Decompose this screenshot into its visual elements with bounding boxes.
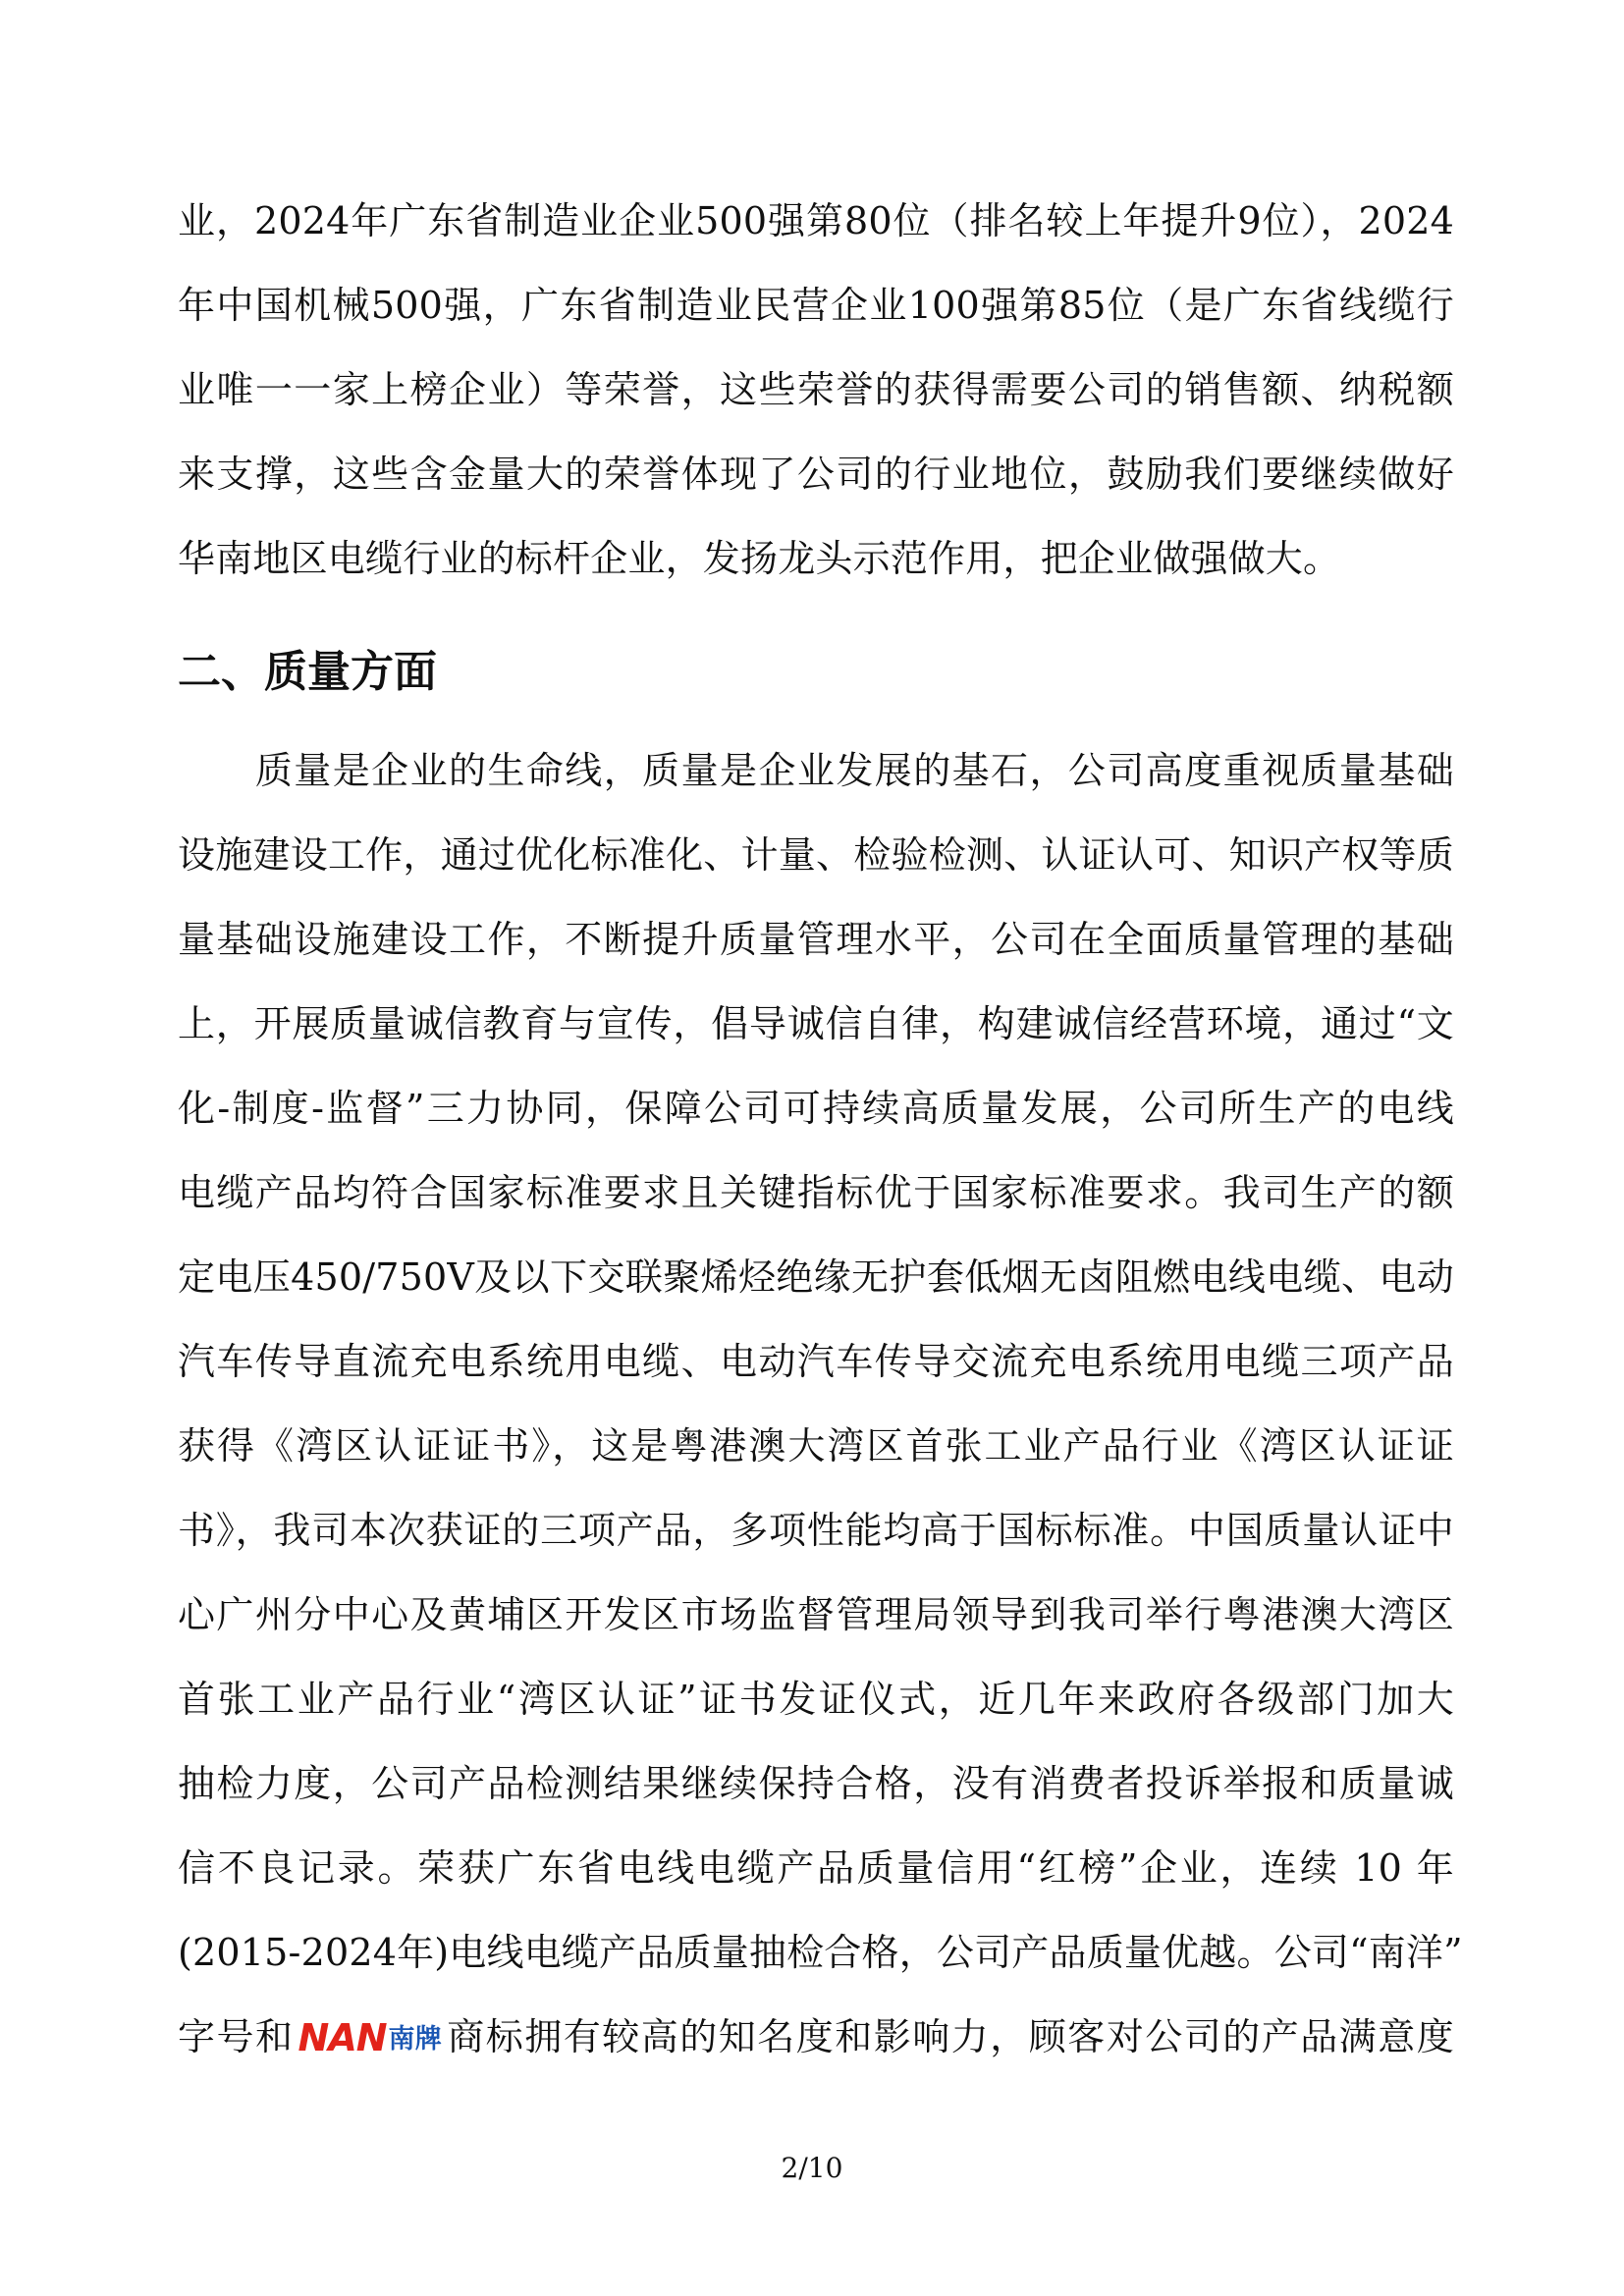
text-line: 业唯一一家上榜企业）等荣誉，这些荣誉的获得需要公司的销售额、纳税额 [178,368,1454,411]
logo-chinese-text: 南牌 [388,2023,442,2055]
text-line: 设施建设工作，通过优化标准化、计量、检验检测、认证认可、知识产权等质 [178,833,1454,877]
text-line: (2015-2024年)电线电缆产品质量抽检合格，公司产品质量优越。公司“南洋” [178,1931,1463,1974]
page-number: 2/10 [781,2152,843,2184]
text-line: 信不良记录。荣获广东省电线电缆产品质量信用“红榜”企业，连续 10 年 [178,1846,1454,1890]
paragraph-quality [178,728,1463,2079]
text-line: 心广州分中心及黄埔区开发区市场监督管理局领导到我司举行粤港澳大湾区 [178,1593,1454,1636]
text-line: 获得《湾区认证证书》，这是粤港澳大湾区首张工业产品行业《湾区认证证 [178,1424,1454,1468]
nan-brand-logo [298,2015,442,2059]
text-line: 量基础设施建设工作，不断提升质量管理水平，公司在全面质量管理的基础 [178,918,1454,961]
text-segment: 字号和 [178,2015,295,2058]
text-line: 首张工业产品行业“湾区认证”证书发证仪式，近几年来政府各级部门加大 [178,1678,1454,1721]
text-line: 电缆产品均符合国家标准要求且关键指标优于国家标准要求。我司生产的额 [178,1171,1454,1214]
text-segment: 商标拥有较高的知名度和影响力，顾客对公司的产品满意度 [445,2015,1454,2058]
text-line: 年中国机械500强，广东省制造业民营企业100强第85位（是广东省线缆行 [178,284,1454,327]
text-line: 华南地区电缆行业的标杆企业，发扬龙头示范作用，把企业做强做大。 [178,537,1341,580]
paragraph-honors [178,179,1454,601]
text-line: 业，2024年广东省制造业企业500强第80位（排名较上年提升9位），2024 [178,199,1454,242]
text-line: 书》，我司本次获证的三项产品，多项性能均高于国标标准。中国质量认证中 [178,1509,1454,1552]
text-line: 化-制度-监督”三力协同，保障公司可持续高质量发展，公司所生产的电线 [178,1087,1454,1130]
text-line: 汽车传导直流充电系统用电缆、电动汽车传导交流充电系统用电缆三项产品 [178,1340,1454,1383]
text-line: 来支撑，这些含金量大的荣誉体现了公司的行业地位，鼓励我们要继续做好 [178,453,1454,496]
text-line: 抽检力度，公司产品检测结果继续保持合格，没有消费者投诉举报和质量诚 [178,1762,1454,1805]
text-line-with-logo [178,1995,1454,2079]
section-heading: 二、质量方面 [178,647,437,697]
text-line: 定电压450/750V及以下交联聚烯烃绝缘无护套低烟无卤阻燃电线电缆、电动 [178,1255,1454,1299]
logo-latin-text: NAN [298,2015,387,2059]
text-line: 上，开展质量诚信教育与宣传，倡导诚信自律，构建诚信经营环境，通过“文 [178,1002,1454,1045]
text-line: 质量是企业的生命线，质量是企业发展的基石，公司高度重视质量基础 [178,749,1454,792]
